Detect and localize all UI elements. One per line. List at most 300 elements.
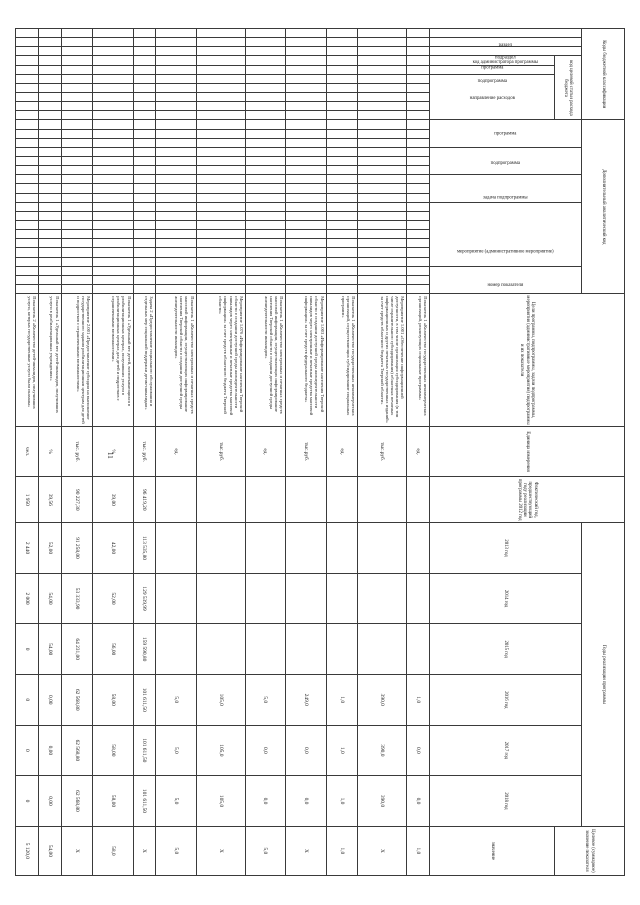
year-value-cell: 62 568,80 [61,725,93,776]
code-digit-cell [196,74,245,83]
unit-cell: ед. [156,426,196,477]
code-digit-cell [326,202,358,211]
code-digit-cell [16,65,39,74]
code-digit-cell [326,147,358,156]
program-indicators-table [15,28,625,876]
header-years-group: Годы реализации программы [582,523,625,827]
indicator-name-cell: Мероприятие 1.003 «Информирование населения Тверской области о создании доступной среды жизнедеятельности инвалидов через электронные и печатные средства массовой информации» за счет средств федерального бюджета» [286,294,326,427]
code-digit-cell [156,38,196,47]
header-goal: Цели программы, подпрограммы, задачи подпрограммы, мероприятия (административные мероприятия) подпрограммы и их показатели [430,294,625,427]
code-digit-cell [245,92,285,101]
indicator-name-cell: Показатель 1 «Количество электронных и печатных средств массовой информации, осуществляющих информирование населения Тверской области о создании доступной среды жизнедеятельности инвалидов» [245,294,285,427]
fact-year-cell [407,477,430,523]
code-digit-cell [133,83,156,92]
code-digit-cell [245,184,285,193]
code-digit-cell [326,211,358,220]
code-digit-cell [133,166,156,175]
code-digit-cell [326,92,358,101]
code-digit-cell [38,275,61,284]
code-digit-cell [286,47,326,56]
code-digit-cell [16,220,39,229]
code-digit-cell [286,38,326,47]
code-digit-cell [61,166,93,175]
year-value-cell: 0 [16,624,39,675]
code-digit-cell [156,129,196,138]
code-digit-cell [16,102,39,111]
code-digit-cell [156,102,196,111]
code-digit-cell [133,211,156,220]
code-digit-cell [16,248,39,257]
code-digit-cell [286,29,326,38]
code-digit-cell [16,74,39,83]
header-extra-task: задача подпрограммы [430,175,582,202]
year-value-cell [156,523,196,574]
indicator-name-cell: Показатель 2 «Количество детей-инвалидов, получивших услуги, которых государственные услуги были оказаны» [16,294,39,427]
table-row [286,29,326,876]
year-value-cell [358,624,407,675]
year-value-cell [196,573,245,624]
code-digit-cell [61,56,93,65]
code-digit-cell [245,83,285,92]
code-digit-cell [407,275,430,284]
code-digit-cell [156,92,196,101]
year-value-cell: 0,0 [286,725,326,776]
year-value-cell: 52,00 [93,573,133,624]
code-digit-cell [156,147,196,156]
code-digit-cell [326,193,358,202]
code-digit-cell [326,166,358,175]
code-digit-cell [407,129,430,138]
code-digit-cell [156,284,196,293]
code-digit-cell [133,111,156,120]
year-value-cell: 5,0 [245,674,285,725]
code-digit-cell [358,230,407,239]
code-digit-cell [16,29,39,38]
code-digit-cell [16,230,39,239]
code-digit-cell [16,83,39,92]
year-value-cell [156,573,196,624]
code-digit-cell [286,239,326,248]
unit-cell: % [38,426,61,477]
code-digit-cell [286,202,326,211]
year-value-cell: 390,0 [358,776,407,827]
code-digit-cell [38,56,61,65]
year-value-cell: 42,00 [93,523,133,574]
code-digit-cell [196,92,245,101]
code-digit-cell [358,193,407,202]
code-digit-cell [38,266,61,275]
code-digit-cell [358,147,407,156]
table-row [61,29,93,876]
code-digit-cell [93,29,133,38]
code-digit-cell [326,65,358,74]
code-digit-cell [156,230,196,239]
code-digit-cell [358,284,407,293]
code-digit-cell [38,257,61,266]
code-digit-cell [245,65,285,74]
year-value-cell: 0,0 [407,725,430,776]
code-digit-cell [93,92,133,101]
code-digit-cell [245,175,285,184]
code-digit-cell [16,175,39,184]
code-digit-cell [16,138,39,147]
code-digit-cell [133,102,156,111]
code-digit-cell [407,266,430,275]
code-digit-cell [407,102,430,111]
code-digit-cell [326,74,358,83]
code-digit-cell [326,29,358,38]
header-year-2015: 2015 год [430,624,582,675]
code-digit-cell [286,248,326,257]
code-digit-cell [93,47,133,56]
code-digit-cell [358,239,407,248]
code-digit-cell [326,120,358,129]
code-digit-cell [407,184,430,193]
code-digit-cell [358,175,407,184]
code-digit-cell [156,111,196,120]
code-digit-cell [196,129,245,138]
code-digit-cell [407,175,430,184]
code-digit-cell [133,202,156,211]
code-digit-cell [93,266,133,275]
indicator-name-cell: Показатель 1 «Количество электронных и печатных средств массовой информации, осуществляющих информирование населения Тверской области о создании доступной среды жизнедеятельности инвалидов» [156,294,196,427]
code-digit-cell [358,65,407,74]
code-digit-cell [196,284,245,293]
table-row [156,29,196,876]
code-digit-cell [133,47,156,56]
code-digit-cell [61,138,93,147]
year-value-cell: 62 568,80 [61,674,93,725]
code-digit-cell [133,29,156,38]
code-digit-cell [93,147,133,156]
unit-cell: ед. [407,426,430,477]
target-value-cell: 5,0 [156,826,196,875]
code-digit-cell [61,257,93,266]
fact-year-cell: 96 419,20 [133,477,156,523]
code-digit-cell [245,230,285,239]
table-row [407,29,430,876]
header-extra-activity: мероприятие (административное мероприятие) [430,202,582,266]
code-digit-cell [245,202,285,211]
header-csr-subprogram: подпрограмма [430,65,555,74]
code-digit-cell [38,211,61,220]
year-value-cell [245,573,285,624]
code-digit-cell [61,38,93,47]
table-row [326,29,358,876]
code-digit-cell [286,175,326,184]
indicator-name-cell: Мероприятие 1.001 «Обеспечение информационной доступности, в том числе организация субсидирования (в том числе охранительного субсидирования) областных печатных информационных и других печатных государственных изданий» за счет средств областного бюджета Тверской области» [358,294,407,427]
code-digit-cell [286,257,326,266]
year-value-cell [286,523,326,574]
table-row [133,29,156,876]
code-digit-cell [61,129,93,138]
code-digit-cell [61,74,93,83]
code-digit-cell [286,211,326,220]
code-digit-cell [196,175,245,184]
code-digit-cell [38,120,61,129]
year-value-cell [326,573,358,624]
indicator-name-cell: Показатель 1 «Удельный вес детей, воспитывающихся в реабилитационных центрах, получивших услуги в реабилитационных центрах для детей и подростков с ограниченными возможностями» [93,294,133,427]
code-digit-cell [61,284,93,293]
code-digit-cell [61,220,93,229]
table-row [196,29,245,876]
target-value-cell: 1,0 [407,826,430,875]
code-digit-cell [196,138,245,147]
header-program-admin: код администратора программы [430,29,582,38]
code-digit-cell [245,157,285,166]
code-digit-cell [156,74,196,83]
code-digit-cell [358,248,407,257]
code-digit-cell [407,83,430,92]
code-digit-cell [358,92,407,101]
year-value-cell: 58,00 [93,674,133,725]
code-digit-cell [196,193,245,202]
code-digit-cell [16,193,39,202]
code-digit-cell [407,211,430,220]
code-digit-cell [326,184,358,193]
table-row [358,29,407,876]
year-value-cell: 1,0 [326,776,358,827]
code-digit-cell [156,47,196,56]
code-digit-cell [16,147,39,156]
code-digit-cell [38,111,61,120]
code-digit-cell [407,56,430,65]
year-value-cell: 0 [16,776,39,827]
unit-cell: ед. [326,426,358,477]
code-digit-cell [93,157,133,166]
code-digit-cell [245,193,285,202]
code-digit-cell [156,83,196,92]
code-digit-cell [407,111,430,120]
code-digit-cell [286,284,326,293]
code-digit-cell [133,239,156,248]
code-digit-cell [245,129,285,138]
code-digit-cell [245,120,285,129]
target-value-cell: X [61,826,93,875]
code-digit-cell [245,56,285,65]
fact-year-cell [358,477,407,523]
year-value-cell: 2 440 [16,523,39,574]
year-value-cell: 91 258,00 [61,523,93,574]
code-digit-cell [326,266,358,275]
code-digit-cell [196,266,245,275]
code-digit-cell [196,111,245,120]
year-value-cell [245,624,285,675]
code-digit-cell [156,193,196,202]
year-value-cell [407,573,430,624]
table-row [16,29,39,876]
code-digit-cell [286,230,326,239]
code-digit-cell [245,29,285,38]
indicator-name-cell: Задача 2 «Предоставление социального обслуживания и отдельных мер социальной поддержки детям-инвалидам» [133,294,156,427]
unit-cell: ед. [245,426,285,477]
code-digit-cell [38,65,61,74]
year-value-cell: 105,0 [196,776,245,827]
code-digit-cell [326,220,358,229]
code-digit-cell [61,83,93,92]
code-digit-cell [16,211,39,220]
code-digit-cell [16,129,39,138]
code-digit-cell [358,211,407,220]
code-digit-cell [133,275,156,284]
fact-year-cell: 39,00 [93,477,133,523]
code-digit-cell [358,166,407,175]
target-value-cell: X [286,826,326,875]
code-digit-cell [358,184,407,193]
code-digit-cell [196,120,245,129]
year-value-cell: 5,0 [156,674,196,725]
code-digit-cell [245,239,285,248]
code-digit-cell [16,38,39,47]
target-value-cell: 5 120,0 [16,826,39,875]
target-value-cell: X [358,826,407,875]
code-digit-cell [133,257,156,266]
year-value-cell: 1,0 [407,674,430,725]
code-digit-cell [245,257,285,266]
code-digit-cell [93,56,133,65]
code-digit-cell [407,166,430,175]
code-digit-cell [407,193,430,202]
code-digit-cell [133,184,156,193]
code-digit-cell [196,56,245,65]
code-digit-cell [93,175,133,184]
target-value-cell: 5,0 [245,826,285,875]
code-digit-cell [38,202,61,211]
code-digit-cell [16,120,39,129]
code-digit-cell [407,29,430,38]
code-digit-cell [93,120,133,129]
code-digit-cell [286,193,326,202]
unit-cell: % [93,426,133,477]
code-digit-cell [61,275,93,284]
header-extra-subprogram: подпрограмма [430,147,582,174]
code-digit-cell [61,202,93,211]
year-value-cell: 58,00 [93,776,133,827]
code-digit-cell [196,257,245,266]
code-digit-cell [38,38,61,47]
code-digit-cell [286,74,326,83]
code-digit-cell [38,193,61,202]
code-digit-cell [196,157,245,166]
code-digit-cell [93,129,133,138]
code-digit-cell [133,65,156,74]
code-digit-cell [196,65,245,74]
year-value-cell: 101 611,50 [133,725,156,776]
code-digit-cell [156,157,196,166]
code-digit-cell [286,266,326,275]
year-value-cell: 390,0 [358,674,407,725]
code-digit-cell [156,175,196,184]
unit-cell: чел. [16,426,39,477]
fact-year-cell [245,477,285,523]
code-digit-cell [93,275,133,284]
code-digit-cell [407,202,430,211]
code-digit-cell [133,138,156,147]
code-digit-cell [38,74,61,83]
header-budget-codes: Коды бюджетной классификации [582,29,625,120]
header-year-2017: 2017 год [430,725,582,776]
code-digit-cell [196,202,245,211]
code-digit-cell [326,257,358,266]
code-digit-cell [133,175,156,184]
code-digit-cell [245,166,285,175]
code-digit-cell [286,92,326,101]
code-digit-cell [61,92,93,101]
code-digit-cell [286,157,326,166]
code-digit-cell [196,47,245,56]
target-value-cell: 1,0 [326,826,358,875]
code-digit-cell [133,284,156,293]
code-digit-cell [245,266,285,275]
year-value-cell: 0 [16,674,39,725]
header-extra-program: программа [430,120,582,147]
code-digit-cell [358,56,407,65]
code-digit-cell [93,111,133,120]
code-digit-cell [61,193,93,202]
code-digit-cell [326,175,358,184]
code-digit-cell [133,230,156,239]
code-digit-cell [358,38,407,47]
code-digit-cell [16,275,39,284]
code-digit-cell [133,266,156,275]
code-digit-cell [156,56,196,65]
year-value-cell: 390,0 [358,725,407,776]
header-podrazdel: подраздел [430,47,582,56]
code-digit-cell [38,175,61,184]
code-digit-cell [16,184,39,193]
code-digit-cell [358,275,407,284]
code-digit-cell [407,120,430,129]
code-digit-cell [133,38,156,47]
code-digit-cell [61,211,93,220]
target-value-cell: 58,0 [93,826,133,875]
code-digit-cell [196,102,245,111]
code-digit-cell [286,56,326,65]
header-target-value: значение [430,826,555,875]
code-digit-cell [133,248,156,257]
year-value-cell: 101 611,50 [133,776,156,827]
code-digit-cell [286,220,326,229]
header-csr-group: код целевой статьи расхода бюджета [555,56,582,120]
code-digit-cell [93,284,133,293]
year-value-cell [156,624,196,675]
code-digit-cell [61,248,93,257]
year-value-cell: 105,0 [196,725,245,776]
code-digit-cell [133,92,156,101]
year-value-cell: 0,00 [38,776,61,827]
code-digit-cell [326,248,358,257]
year-value-cell: 56,00 [93,624,133,675]
table-row [245,29,285,876]
code-digit-cell [16,157,39,166]
year-value-cell: 0,0 [407,776,430,827]
header-fact-year: Фактический год, предшествующий году реализации программы 2012 год [430,477,625,523]
code-digit-cell [326,102,358,111]
code-digit-cell [245,275,285,284]
code-digit-cell [93,220,133,229]
code-digit-cell [196,275,245,284]
indicator-name-cell: Показатель 1 «Удельный вес детей-инвалидов, получивших услуги в реабилитационных учреждениях» [38,294,61,427]
code-digit-cell [245,38,285,47]
code-digit-cell [326,47,358,56]
year-value-cell: 58,00 [93,725,133,776]
year-value-cell: 54,00 [38,624,61,675]
code-digit-cell [61,147,93,156]
code-digit-cell [358,83,407,92]
code-digit-cell [93,38,133,47]
year-value-cell [286,573,326,624]
year-value-cell: 52,00 [38,523,61,574]
